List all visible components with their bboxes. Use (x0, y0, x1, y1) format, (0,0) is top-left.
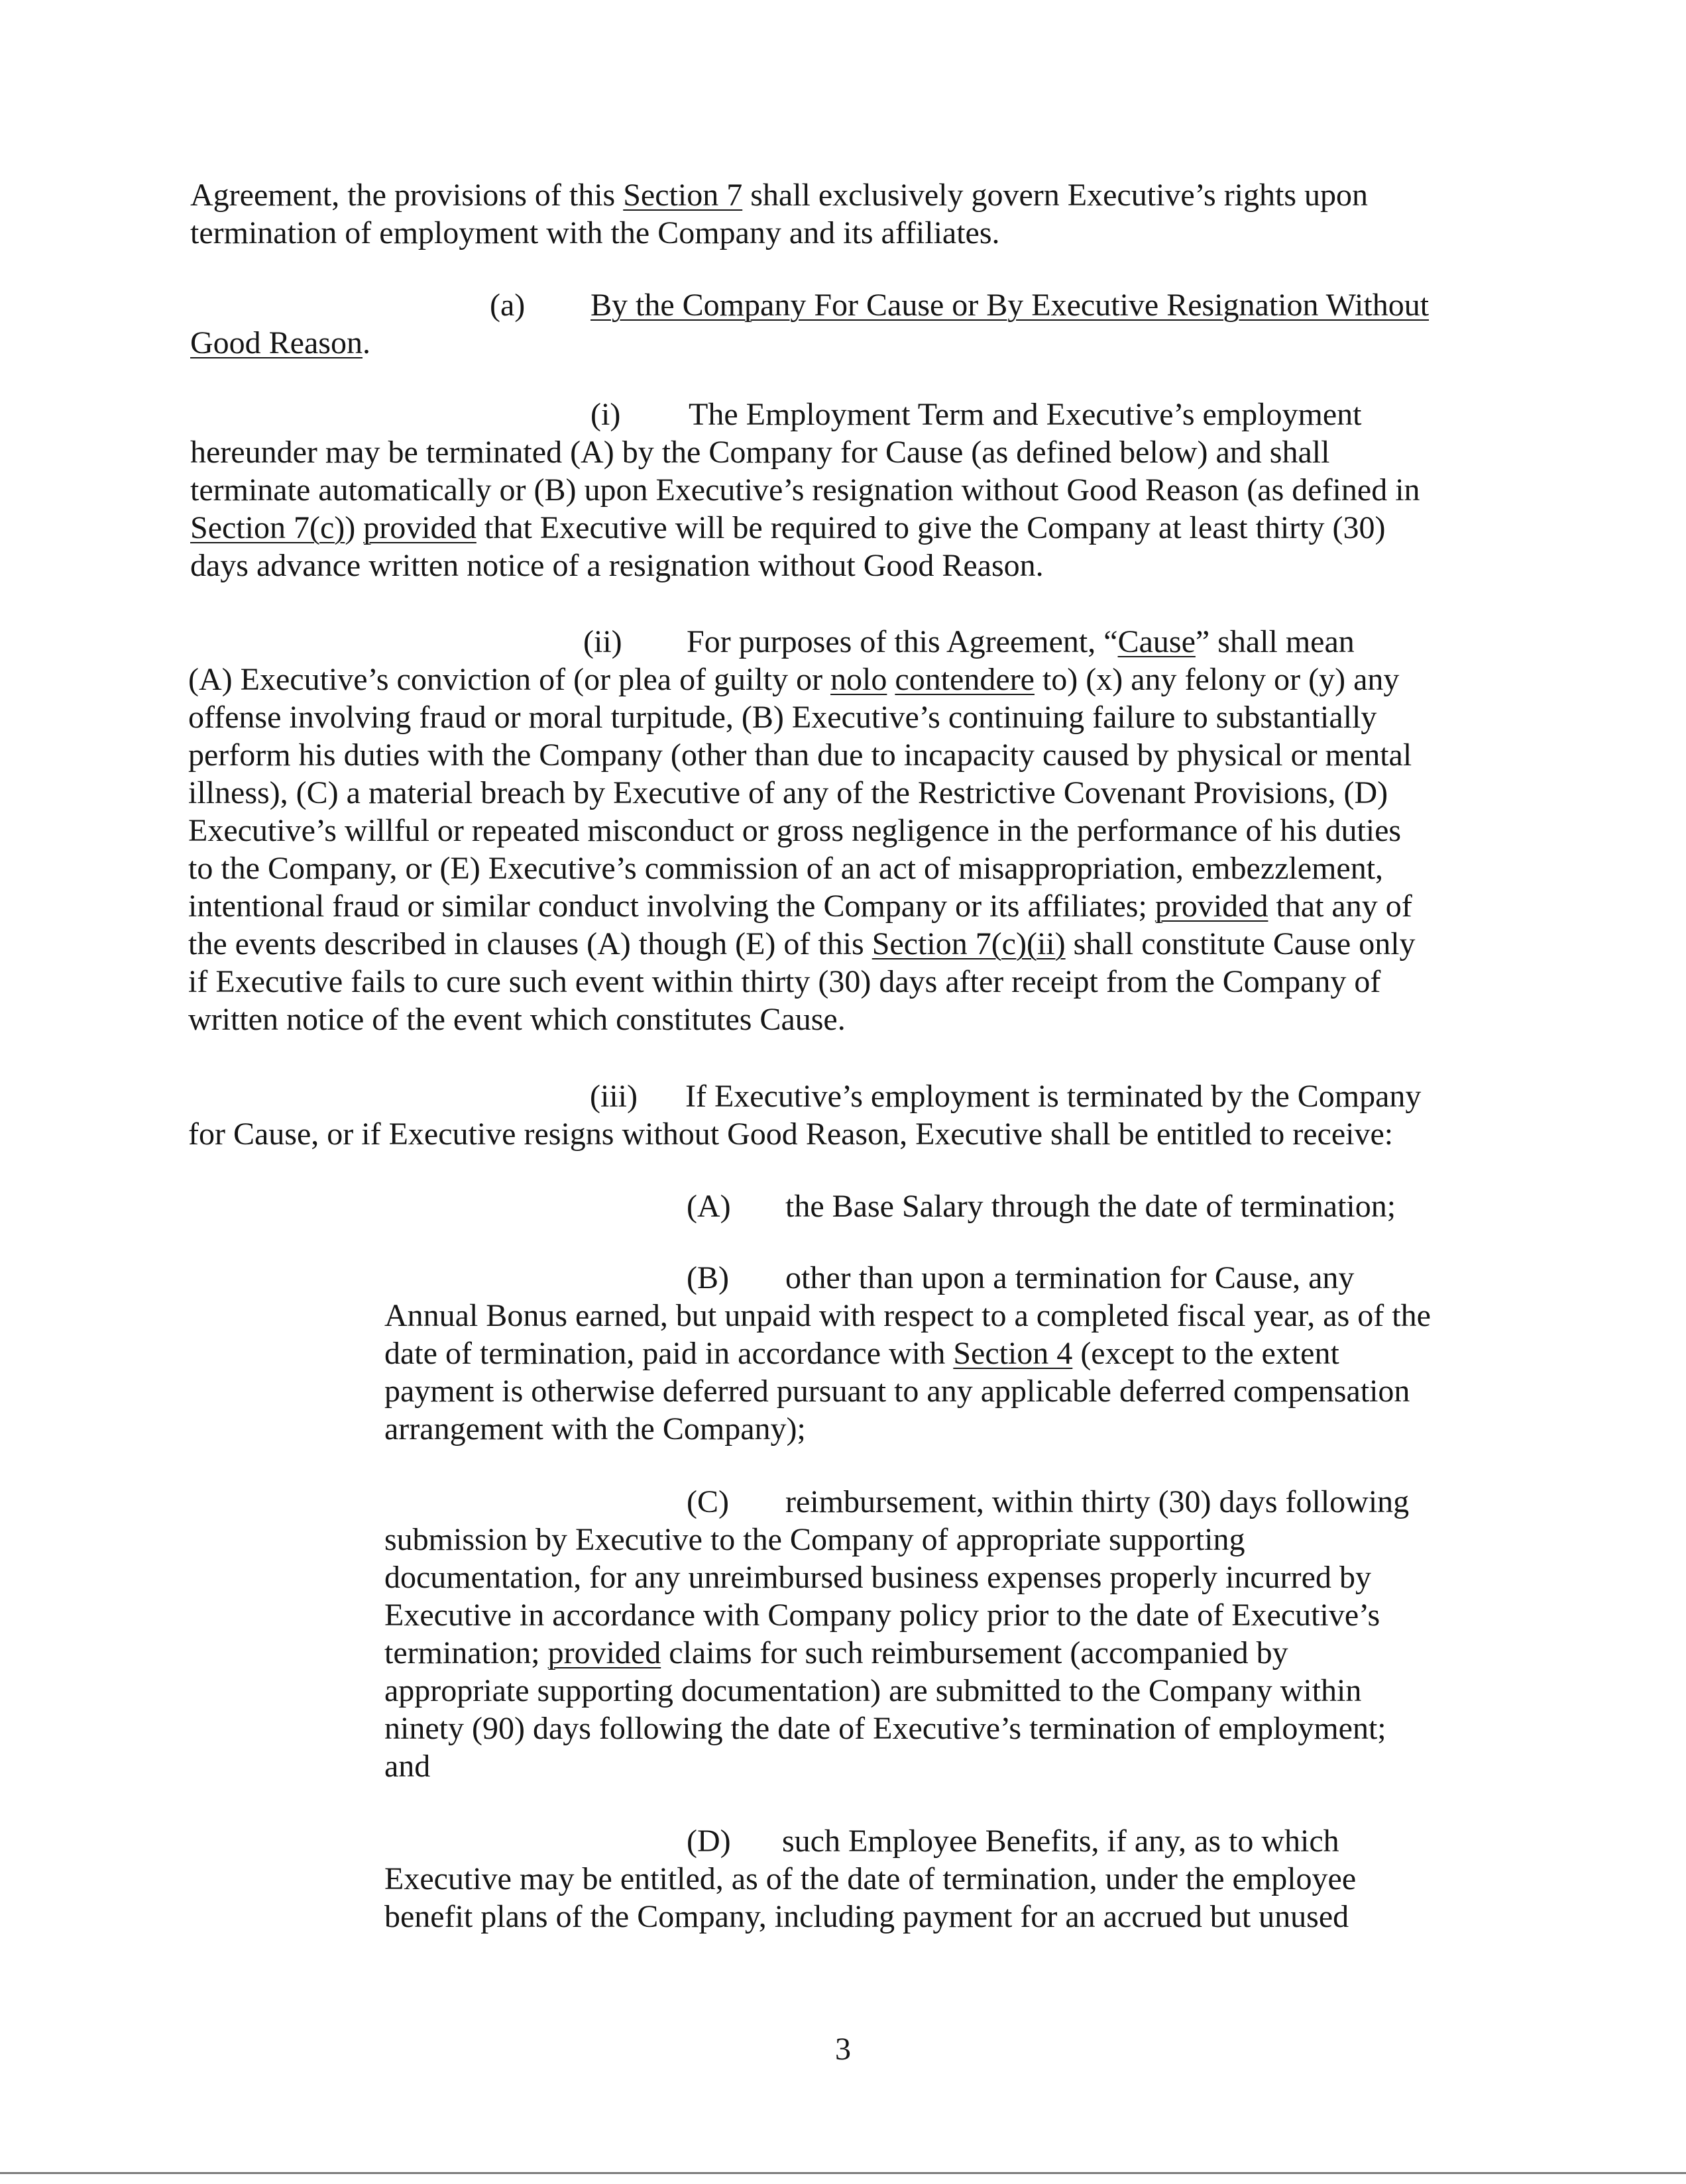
section-a-heading: (a) By the Company For Cause or By Executive Resignation Without Good Reason. (190, 288, 1430, 360)
intro-line-1: Agreement, the provisions of this Section 7 shall exclusively govern Executive’s rights upon (190, 178, 1369, 213)
sub-d-line-2: Executive may be entitled, as of the date of termination, under the employee (384, 1861, 1357, 1896)
item-ii-paragraph: (ii) For purposes of this Agreement, “Cause” shall mean (A) Executive’s conviction of (or plea of guilty or nolo contendere to) (x) any felony or (y) any offense involving fraud or moral turpitude, (B) Executive’s continuing failure to substantially perform his duties with the Company (other than due to incapacity caused by physical or mental illness), (C) a material breach by Executive of any of the Restrictive Covenant Provisions, (D) Executive’s willful or repeated misconduct or gross negligence in the performance of his duties to the Company, or (E) Executive’s commission of an act of misappropriation, embezzlement, intentional fraud or similar conduct involving the Company or its affiliates; provided that any of the events described in clauses (A) though (E) of this Section 7(c)(ii) shall constitute Cause only if Executive fails to cure such event within thirty (30) days after receipt from the Company of written notice of the event which constitutes Cause. (188, 623, 1478, 1038)
section-7c-reference: Section 7(c) (190, 510, 345, 545)
sub-a-paragraph: (A) the Base Salary through the date of termination; (687, 1189, 1396, 1224)
item-ii-line-11: written notice of the event which constitutes Cause. (188, 1002, 846, 1037)
item-ii-label: (ii) (583, 624, 622, 659)
item-ii-line-8: intentional fraud or similar conduct involving the Company or its affiliates; provided that any of (188, 889, 1412, 924)
sub-a-label: (A) (687, 1189, 731, 1224)
sub-c-line-6: appropriate supporting documentation) are submitted to the Company within (384, 1673, 1362, 1708)
sub-c-line-5: termination; provided claims for such reimbursement (accompanied by (384, 1635, 1288, 1670)
sub-c-label: (C) (687, 1484, 729, 1519)
provided-term: provided (363, 510, 477, 545)
section-a-title: By the Company For Cause or By Executive Resignation Without (590, 288, 1430, 323)
item-iii-paragraph: (iii) If Executive’s employment is terminated by the Company for Cause, or if Executive resigns without Good Reason, Executive shall be entitled to receive: (188, 1077, 1478, 1153)
sub-c-line-4: Executive in accordance with Company policy prior to the date of Executive’s (384, 1598, 1380, 1633)
sub-b-paragraph: (B) other than upon a termination for Cause, any Annual Bonus earned, but unpaid with respect to a completed fiscal year, as of the date of termination, paid in accordance with Section 4 (except to the extent payment is otherwise deferred pursuant to any applicable deferred compensation arrangement with the Company); (384, 1259, 1485, 1448)
sub-c-line-3: documentation, for any unreimbursed business expenses properly incurred by (384, 1560, 1371, 1595)
intro-paragraph (190, 176, 1423, 252)
sub-c-line-7: ninety (90) days following the date of Executive’s termination of employment; (384, 1711, 1386, 1746)
provided-term: provided (1154, 889, 1268, 924)
scan-bottom-edge (0, 2172, 1686, 2174)
section-7-reference: Section 7 (623, 178, 743, 213)
sub-b-line-3: date of termination, paid in accordance with Section 4 (except to the extent (384, 1336, 1339, 1371)
item-ii-line-2: (A) Executive’s conviction of (or plea of guilty or nolo contendere to) (x) any felony or (y) any (188, 662, 1400, 697)
item-ii-line-6: Executive’s willful or repeated misconduct or gross negligence in the performance of his duties (188, 813, 1402, 848)
item-i-paragraph: (i) The Employment Term and Executive’s employment hereunder may be terminated (A) by the Company for Cause (as defined below) and shall terminate automatically or (B) upon Executive’s resignation without Good Reason (as defined in Section 7(c)) provided that Executive will be required to give the Company at least thirty (30) days advance written notice of a resignation without Good Reason. (190, 396, 1480, 584)
section-a-label: (a) (490, 288, 526, 323)
sub-d-line-3: benefit plans of the Company, including payment for an accrued but unused (384, 1899, 1349, 1934)
section-7cii-reference: Section 7(c)(ii) (871, 926, 1066, 961)
sub-b-line-5: arrangement with the Company); (384, 1411, 806, 1447)
page-number: 3 (835, 2032, 851, 2067)
sub-b-line-2: Annual Bonus earned, but unpaid with respect to a completed fiscal year, as of the (384, 1298, 1431, 1333)
item-i-line-2: hereunder may be terminated (A) by the Company for Cause (as defined below) and shall (190, 435, 1330, 470)
sub-d-label: (D) (687, 1824, 731, 1859)
section-a-title-cont: Good Reason (190, 325, 363, 360)
item-ii-line-3: offense involving fraud or moral turpitude, (B) Executive’s continuing failure to substantially (188, 700, 1377, 735)
item-ii-line-10: if Executive fails to cure such event within thirty (30) days after receipt from the Company of (188, 964, 1381, 999)
provided-term: provided (547, 1635, 661, 1670)
sub-c-paragraph: (C) reimbursement, within thirty (30) days following submission by Executive to the Company of appropriate supporting documentation, for any unreimbursed business expenses properly incurred by Executive in accordance with Company policy prior to the date of Executive’s termination; provided claims for such reimbursement (accompanied by appropriate supporting documentation) are submitted to the Company within ninety (90) days following the date of Executive’s termination of employment; and (384, 1483, 1485, 1785)
intro-line-2: termination of employment with the Company and its affiliates. (190, 215, 1000, 250)
item-i-line-5: days advance written notice of a resignation without Good Reason. (190, 548, 1044, 583)
item-iii-label: (iii) (590, 1079, 638, 1114)
item-ii-line-9: the events described in clauses (A) though (E) of this Section 7(c)(ii) shall constitute Cause only (188, 926, 1416, 961)
sub-c-line-8: and (384, 1749, 431, 1784)
sub-b-label: (B) (687, 1260, 729, 1295)
item-i-line-4: Section 7(c)) provided that Executive will be required to give the Company at least thirty (30) (190, 510, 1386, 545)
sub-d-paragraph: (D) such Employee Benefits, if any, as to which Executive may be entitled, as of the date of termination, under the employee benefit plans of the Company, including payment for an accrued but unused (384, 1822, 1485, 1936)
item-ii-line-5: illness), (C) a material breach by Executive of any of the Restrictive Covenant Provisions, (D) (188, 775, 1388, 810)
item-ii-line-7: to the Company, or (E) Executive’s commission of an act of misappropriation, embezzlement, (188, 851, 1384, 886)
item-i-line-3: terminate automatically or (B) upon Executive’s resignation without Good Reason (as defined in (190, 472, 1420, 508)
sub-b-line-4: payment is otherwise deferred pursuant to any applicable deferred compensation (384, 1374, 1410, 1409)
item-iii-line-2: for Cause, or if Executive resigns without Good Reason, Executive shall be entitled to receive: (188, 1117, 1394, 1152)
sub-c-line-2: submission by Executive to the Company of appropriate supporting (384, 1522, 1245, 1557)
cause-definition-term: Cause (1117, 624, 1196, 659)
section-4-reference: Section 4 (953, 1336, 1073, 1371)
item-ii-line-4: perform his duties with the Company (other than due to incapacity caused by physical or mental (188, 737, 1412, 773)
item-i-label: (i) (590, 397, 621, 432)
